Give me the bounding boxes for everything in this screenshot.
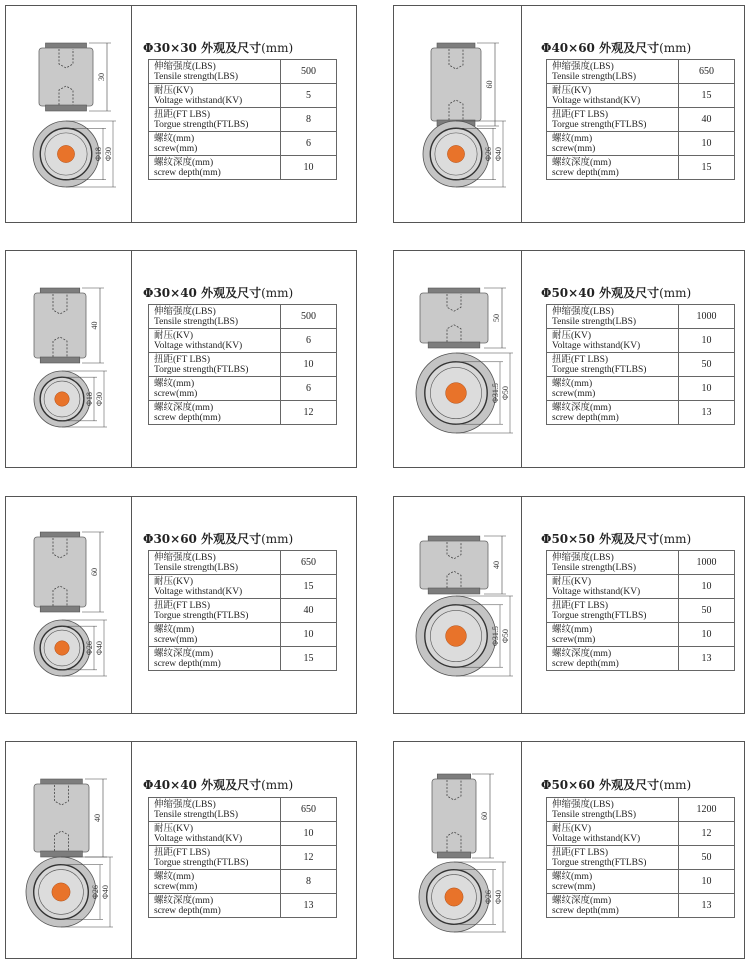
value-tensile: 500	[281, 60, 337, 84]
row-tensile	[547, 305, 735, 329]
value-screw: 10	[679, 623, 735, 647]
title-text: Φ30×40 外观及尺寸	[143, 286, 262, 300]
label-torque: 扭距(FT LBS) Torgue strength(FTLBS)	[547, 108, 679, 132]
value-tensile: 1000	[679, 551, 735, 575]
label-torque: 扭距(FT LBS) Torgue strength(FTLBS)	[547, 353, 679, 377]
row-depth	[547, 401, 735, 425]
value-voltage: 12	[679, 822, 735, 846]
top-view-icon	[419, 862, 489, 932]
card-title	[541, 39, 691, 56]
spec-table	[546, 797, 735, 918]
label-tensile: 伸缩强度(LBS) Tensile strength(LBS)	[547, 798, 679, 822]
title-text: Φ30×60 外观及尺寸	[143, 532, 262, 546]
side-view-icon	[34, 779, 89, 857]
title-unit: (mm)	[261, 41, 294, 55]
row-tensile	[149, 305, 337, 329]
spec-card	[393, 5, 745, 223]
spec-table	[148, 304, 337, 425]
title-text: Φ50×60 外观及尺寸	[541, 778, 660, 792]
height-label: 40	[492, 561, 501, 569]
row-torque	[547, 846, 735, 870]
value-voltage: 10	[281, 822, 337, 846]
label-torque: 扭距(FT LBS) Torgue strength(FTLBS)	[149, 108, 281, 132]
spec-table	[546, 304, 735, 425]
row-voltage	[547, 822, 735, 846]
label-voltage: 耐压(KV) Voltage withstand(KV)	[149, 329, 281, 353]
spec-table	[546, 550, 735, 671]
value-depth: 12	[281, 401, 337, 425]
label-tensile: 伸缩强度(LBS) Tensile strength(LBS)	[547, 60, 679, 84]
label-screw: 螺纹(mm) screw(mm)	[547, 377, 679, 401]
card-divider	[521, 497, 522, 713]
label-torque: 扭距(FT LBS) Torgue strength(FTLBS)	[547, 599, 679, 623]
side-view-icon	[420, 288, 488, 348]
outer-diameter-label: Φ40	[494, 890, 503, 904]
value-tensile: 650	[281, 798, 337, 822]
row-screw	[149, 377, 337, 401]
value-depth: 15	[281, 647, 337, 671]
row-voltage	[547, 329, 735, 353]
row-screw	[149, 623, 337, 647]
value-depth: 13	[679, 401, 735, 425]
label-tensile: 伸缩强度(LBS) Tensile strength(LBS)	[149, 551, 281, 575]
value-torque: 40	[281, 599, 337, 623]
label-torque: 扭距(FT LBS) Torgue strength(FTLBS)	[149, 846, 281, 870]
outer-diameter-label: Φ30	[104, 147, 113, 161]
row-tensile	[547, 551, 735, 575]
title-unit: (mm)	[659, 286, 692, 300]
title-unit: (mm)	[659, 778, 692, 792]
spec-card	[393, 250, 745, 468]
top-view-icon	[416, 596, 496, 676]
row-torque	[149, 846, 337, 870]
insulator-drawing	[394, 6, 521, 224]
outer-diameter-label: Φ40	[494, 147, 503, 161]
value-tensile: 1200	[679, 798, 735, 822]
card-divider	[521, 742, 522, 958]
value-tensile: 650	[679, 60, 735, 84]
inner-diameter-label: Φ26	[85, 641, 94, 655]
value-screw: 10	[679, 377, 735, 401]
card-title	[143, 530, 293, 547]
value-voltage: 6	[281, 329, 337, 353]
label-screw: 螺纹(mm) screw(mm)	[547, 623, 679, 647]
insulator-drawing	[394, 497, 521, 715]
side-view-icon	[431, 43, 481, 126]
value-torque: 50	[679, 599, 735, 623]
card-divider	[131, 497, 132, 713]
top-view-icon	[423, 121, 489, 187]
label-tensile: 伸缩强度(LBS) Tensile strength(LBS)	[149, 60, 281, 84]
row-depth	[547, 647, 735, 671]
row-torque	[149, 108, 337, 132]
value-voltage: 5	[281, 84, 337, 108]
outer-diameter-label: Φ50	[501, 386, 510, 400]
row-torque	[547, 353, 735, 377]
value-torque: 40	[679, 108, 735, 132]
label-voltage: 耐压(KV) Voltage withstand(KV)	[547, 84, 679, 108]
row-torque	[149, 599, 337, 623]
value-voltage: 15	[679, 84, 735, 108]
spec-card	[5, 5, 357, 223]
row-tensile	[149, 798, 337, 822]
spec-card	[5, 250, 357, 468]
label-depth: 螺纹深度(mm) screw depth(mm)	[547, 156, 679, 180]
value-screw: 10	[281, 623, 337, 647]
title-unit: (mm)	[659, 41, 692, 55]
value-tensile: 1000	[679, 305, 735, 329]
value-voltage: 15	[281, 575, 337, 599]
card-title	[143, 284, 293, 301]
title-text: Φ40×60 外观及尺寸	[541, 41, 660, 55]
value-torque: 50	[679, 353, 735, 377]
label-screw: 螺纹(mm) screw(mm)	[547, 132, 679, 156]
label-screw: 螺纹(mm) screw(mm)	[149, 132, 281, 156]
outer-diameter-label: Φ40	[101, 885, 110, 899]
value-depth: 13	[281, 894, 337, 918]
insulator-drawing	[6, 251, 131, 469]
value-screw: 10	[679, 132, 735, 156]
label-screw: 螺纹(mm) screw(mm)	[149, 623, 281, 647]
card-title	[541, 284, 691, 301]
height-label: 60	[480, 812, 489, 820]
label-screw: 螺纹(mm) screw(mm)	[149, 870, 281, 894]
label-depth: 螺纹深度(mm) screw depth(mm)	[149, 894, 281, 918]
label-voltage: 耐压(KV) Voltage withstand(KV)	[149, 822, 281, 846]
label-voltage: 耐压(KV) Voltage withstand(KV)	[149, 84, 281, 108]
title-text: Φ50×50 外观及尺寸	[541, 532, 660, 546]
height-label: 40	[93, 814, 102, 822]
title-unit: (mm)	[261, 778, 294, 792]
label-screw: 螺纹(mm) screw(mm)	[547, 870, 679, 894]
row-voltage	[547, 575, 735, 599]
side-view-icon	[34, 288, 86, 363]
spec-table	[148, 797, 337, 918]
label-screw: 螺纹(mm) screw(mm)	[149, 377, 281, 401]
row-depth	[149, 156, 337, 180]
value-voltage: 10	[679, 329, 735, 353]
side-view-icon	[34, 532, 86, 612]
insulator-drawing	[6, 742, 131, 960]
value-tensile: 650	[281, 551, 337, 575]
row-screw	[547, 870, 735, 894]
inner-diameter-label: Φ26	[91, 885, 100, 899]
outer-diameter-label: Φ30	[95, 392, 104, 406]
label-torque: 扭距(FT LBS) Torgue strength(FTLBS)	[149, 353, 281, 377]
label-voltage: 耐压(KV) Voltage withstand(KV)	[547, 822, 679, 846]
value-screw: 8	[281, 870, 337, 894]
height-label: 30	[97, 73, 106, 81]
title-text: Φ40×40 外观及尺寸	[143, 778, 262, 792]
card-title	[541, 530, 691, 547]
row-screw	[547, 132, 735, 156]
label-voltage: 耐压(KV) Voltage withstand(KV)	[149, 575, 281, 599]
height-label: 60	[485, 80, 494, 89]
spec-card	[5, 496, 357, 714]
inner-diameter-label: Φ26	[484, 147, 493, 161]
top-view-icon	[34, 620, 90, 676]
spec-table	[546, 59, 735, 180]
inner-diameter-label: Φ18	[94, 147, 103, 161]
value-screw: 10	[679, 870, 735, 894]
height-label: 40	[90, 321, 99, 330]
value-depth: 15	[679, 156, 735, 180]
row-voltage	[149, 329, 337, 353]
spec-card	[393, 496, 745, 714]
row-torque	[547, 108, 735, 132]
row-depth	[149, 894, 337, 918]
label-tensile: 伸缩强度(LBS) Tensile strength(LBS)	[547, 551, 679, 575]
title-text: Φ50×40 外观及尺寸	[541, 286, 660, 300]
label-tensile: 伸缩强度(LBS) Tensile strength(LBS)	[547, 305, 679, 329]
title-unit: (mm)	[261, 532, 294, 546]
card-divider	[131, 251, 132, 467]
value-voltage: 10	[679, 575, 735, 599]
height-label: 50	[492, 314, 501, 322]
height-label: 60	[90, 568, 99, 576]
top-view-icon	[33, 121, 99, 187]
insulator-drawing	[394, 251, 521, 469]
label-depth: 螺纹深度(mm) screw depth(mm)	[149, 401, 281, 425]
value-screw: 6	[281, 377, 337, 401]
label-depth: 螺纹深度(mm) screw depth(mm)	[547, 894, 679, 918]
value-screw: 6	[281, 132, 337, 156]
value-depth: 10	[281, 156, 337, 180]
title-unit: (mm)	[261, 286, 294, 300]
side-view-icon	[39, 43, 93, 111]
label-depth: 螺纹深度(mm) screw depth(mm)	[547, 647, 679, 671]
insulator-drawing	[394, 742, 521, 960]
row-tensile	[149, 551, 337, 575]
value-tensile: 500	[281, 305, 337, 329]
top-view-icon	[26, 857, 96, 927]
label-torque: 扭距(FT LBS) Torgue strength(FTLBS)	[149, 599, 281, 623]
value-depth: 13	[679, 894, 735, 918]
spec-table	[148, 59, 337, 180]
card-title	[143, 39, 293, 56]
label-depth: 螺纹深度(mm) screw depth(mm)	[149, 647, 281, 671]
row-depth	[149, 401, 337, 425]
row-depth	[547, 894, 735, 918]
title-text: Φ30×30 外观及尺寸	[143, 41, 262, 55]
row-screw	[547, 623, 735, 647]
value-torque: 10	[281, 353, 337, 377]
row-depth	[547, 156, 735, 180]
row-voltage	[149, 822, 337, 846]
label-tensile: 伸缩强度(LBS) Tensile strength(LBS)	[149, 798, 281, 822]
card-divider	[521, 251, 522, 467]
value-depth: 13	[679, 647, 735, 671]
inner-diameter-label: Φ18	[85, 392, 94, 406]
spec-card	[393, 741, 745, 959]
row-voltage	[149, 575, 337, 599]
top-view-icon	[34, 371, 90, 427]
value-torque: 8	[281, 108, 337, 132]
value-torque: 50	[679, 846, 735, 870]
row-voltage	[149, 84, 337, 108]
title-unit: (mm)	[659, 532, 692, 546]
top-view-icon	[416, 353, 496, 433]
label-voltage: 耐压(KV) Voltage withstand(KV)	[547, 575, 679, 599]
row-torque	[547, 599, 735, 623]
side-view-icon	[432, 774, 476, 858]
outer-diameter-label: Φ50	[501, 629, 510, 643]
side-view-icon	[420, 536, 488, 594]
row-screw	[547, 377, 735, 401]
label-voltage: 耐压(KV) Voltage withstand(KV)	[547, 329, 679, 353]
inner-diameter-label: Φ26	[484, 890, 493, 904]
row-tensile	[547, 798, 735, 822]
card-divider	[521, 6, 522, 222]
value-torque: 12	[281, 846, 337, 870]
inner-diameter-label: Φ31.5	[491, 626, 500, 646]
card-title	[143, 776, 293, 793]
row-depth	[149, 647, 337, 671]
row-tensile	[149, 60, 337, 84]
label-depth: 螺纹深度(mm) screw depth(mm)	[547, 401, 679, 425]
label-tensile: 伸缩强度(LBS) Tensile strength(LBS)	[149, 305, 281, 329]
row-screw	[149, 870, 337, 894]
row-voltage	[547, 84, 735, 108]
row-screw	[149, 132, 337, 156]
outer-diameter-label: Φ40	[95, 641, 104, 655]
label-torque: 扭距(FT LBS) Torgue strength(FTLBS)	[547, 846, 679, 870]
card-divider	[131, 742, 132, 958]
inner-diameter-label: Φ31.5	[491, 383, 500, 403]
insulator-drawing	[6, 497, 131, 715]
card-title	[541, 776, 691, 793]
insulator-drawing	[6, 6, 131, 224]
label-depth: 螺纹深度(mm) screw depth(mm)	[149, 156, 281, 180]
row-torque	[149, 353, 337, 377]
row-tensile	[547, 60, 735, 84]
spec-card	[5, 741, 357, 959]
spec-table	[148, 550, 337, 671]
card-divider	[131, 6, 132, 222]
